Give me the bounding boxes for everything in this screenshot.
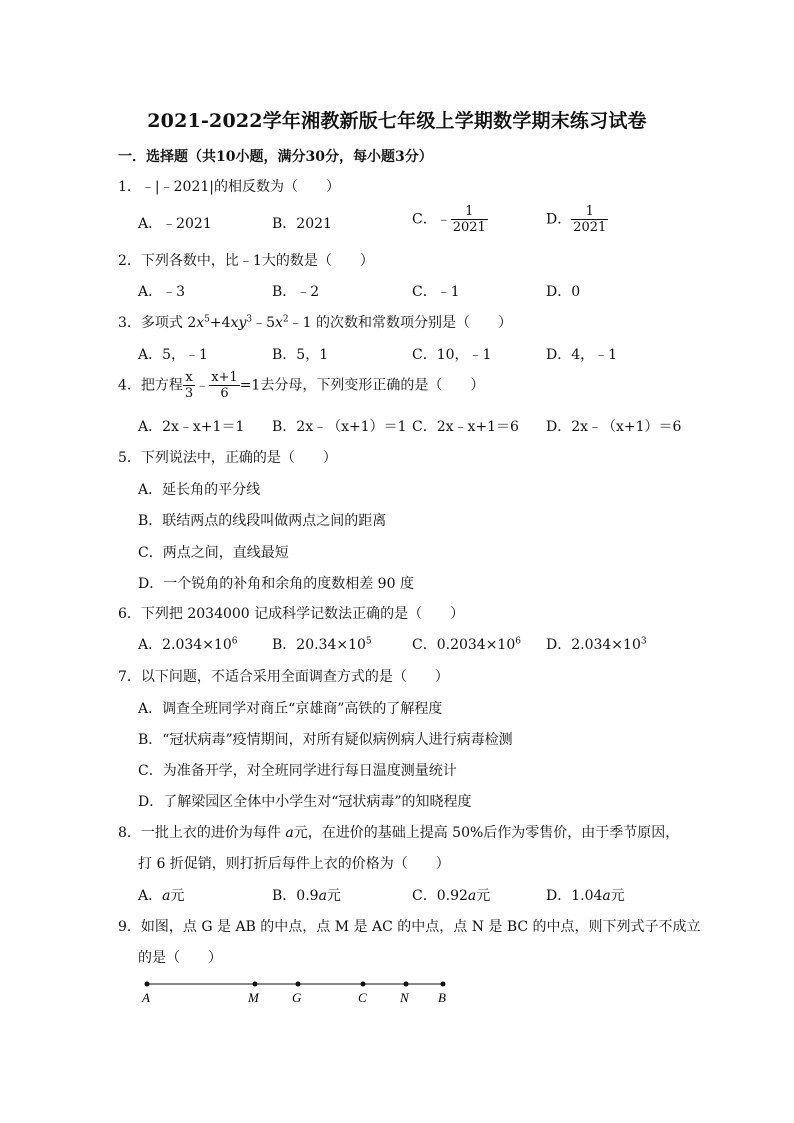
q8-d-var: a [602,888,611,904]
q3-option-c: C．10，﹣1 [412,347,492,363]
q6-option-a [138,634,237,654]
q8-b-var: a [318,888,327,904]
q4-option-c: C．2x﹣x+1＝6 [412,419,519,435]
q5-option-b: B．联结两点的线段叫做两点之间的距离 [138,513,387,529]
q8-c-num: C．0.92 [412,888,468,904]
q1-option-c [412,204,488,235]
section-heading: 一．选择题（共10小题，满分30分，每小题3分） [118,149,433,165]
point-g-label: G [292,990,302,1005]
q2-option-a: A．﹣3 [138,284,186,300]
page-title: 2021-2022学年湘教新版七年级上学期数学期末练习试卷 [147,110,647,132]
question-4 [118,370,484,401]
q6-option-b [272,634,372,654]
question-9: 9．如图，点 G 是 AB 的中点，点 M 是 AC 的中点，点 N 是 BC 的中点，则下列式子不成立 [118,919,701,935]
q1-c-numerator: 1 [451,204,488,220]
point-n-dot [404,982,409,987]
q3-exp-2: 3 [246,314,253,325]
q8-stem-b: 元，在进价的基础上提高 50%后作为零售价，由于季节原因， [293,825,680,841]
q3-option-b: B．5，1 [272,347,329,363]
q3-var-x2: x [275,315,283,331]
q8-a-unit: 元 [170,888,185,904]
q7-option-b: B．“冠状病毒”疫情期间，对所有疑似病例病人进行病毒检测 [138,732,513,748]
question-5: 5．下列说法中，正确的是（ ） [118,450,337,466]
q4-option-d: D．2x﹣（x+1）＝6 [546,419,682,435]
q5-option-a: A．延长角的平分线 [138,482,261,498]
question-7: 7．以下问题，不适合采用全面调查方式的是（ ） [118,669,449,685]
q1-option-c-fraction [451,204,488,235]
q8-option-b [272,885,341,905]
q7-option-c: C．为准备开学，对全班同学进行每日温度测量统计 [138,763,457,779]
q3-stem-b: +4 [209,315,231,331]
point-c-label: C [358,990,367,1005]
question-2: 2．下列各数中，比﹣1大的数是（ ） [118,253,374,269]
q6-c-base: C．0.2034×10 [412,637,516,653]
q4-f1-numerator: x [183,370,195,386]
q8-c-unit: 元 [476,888,491,904]
q8-a-var: a [162,888,171,904]
point-m-label: M [248,990,259,1005]
segment-figure [140,975,460,1015]
q3-exp-3: 2 [282,314,289,325]
q1-option-b: B．2021 [272,216,332,232]
q6-a-base: A．2.034×10 [138,637,232,653]
q1-option-c-prefix: C．﹣ [412,211,451,228]
q3-var-x1: x [196,315,205,331]
point-a-dot [145,982,150,987]
q4-option-b: B．2x﹣（x+1）＝1 [272,419,407,435]
question-8 [118,822,679,842]
q2-option-d: D．0 [546,284,581,300]
q2-option-c: C．﹣1 [412,284,460,300]
q3-stem-c: ﹣5 [252,315,276,331]
question-6: 6．下列把 2034000 记成科学记数法正确的是（ ） [118,606,465,622]
q6-d-base: D．2.034×10 [546,637,641,653]
q8-option-d [546,885,625,905]
q8-d-unit: 元 [610,888,625,904]
q5-option-d: D．一个锐角的补角和余角的度数相差 90 度 [138,576,414,592]
q8-d-num: D．1.04 [546,888,603,904]
q4-f1-denominator: 3 [184,386,194,401]
q6-b-base: B．20.34×10 [272,637,366,653]
q8-c-var: a [467,888,477,904]
q8-option-c [412,885,490,905]
q1-option-d [546,204,608,235]
q6-option-c [412,634,521,654]
q3-var-xy: xy [230,315,247,331]
q1-option-d-prefix: D． [546,211,572,228]
q3-stem-a: 3．多项式 2 [118,315,197,331]
q8-b-num: B．0.9 [272,888,319,904]
q2-option-b: B．﹣2 [272,284,320,300]
q6-c-exponent: 6 [515,636,521,647]
q3-option-d: D．4，﹣1 [546,347,618,363]
point-c-dot [361,982,366,987]
point-a-label: A [142,990,150,1005]
q8-a-num: A． [138,888,163,904]
q7-option-a: A．调查全班同学对商丘“京雄商”高铁的了解程度 [138,701,443,717]
point-b-label: B [438,990,446,1005]
q1-c-denominator: 2021 [452,220,486,235]
q3-stem-d: ﹣1 的次数和常数项分别是（ ） [288,315,513,331]
q4-f2-numerator: x+1 [211,370,238,385]
q1-d-denominator: 2021 [573,220,607,235]
q8-var-a: a [285,825,294,841]
q4-stem-a: 4．把方程 [118,377,183,394]
q6-a-exponent: 6 [231,636,238,647]
question-1: 1．﹣|﹣2021|的相反数为（ ） [118,179,340,195]
q6-option-d [546,634,647,654]
point-g-dot [296,982,301,987]
q1-option-d-fraction [571,204,608,235]
point-n-label: N [400,990,409,1005]
q4-minus: ﹣ [195,377,210,394]
q6-d-exponent: 3 [640,636,647,647]
q3-exp-1: 5 [204,314,210,325]
q1-d-numerator: 1 [571,204,608,220]
question-9-line2: 的是（ ） [138,950,222,966]
point-b-dot [441,982,446,987]
q5-option-c: C．两点之间，直线最短 [138,545,289,561]
q8-option-a [138,885,184,905]
q4-f2-denominator: 6 [220,386,229,401]
q4-stem-b: =1去分母，下列变形正确的是（ ） [239,377,485,394]
q8-b-unit: 元 [326,888,341,904]
q4-fraction-2 [209,370,240,401]
question-3 [118,312,512,332]
question-8-line2: 打 6 折促销，则打折后每件上衣的价格为（ ） [138,856,450,872]
q1-option-a: A．﹣2021 [138,216,212,232]
q4-option-a: A．2x﹣x+1＝1 [138,419,245,435]
q3-option-a: A．5，﹣1 [138,347,208,363]
q4-fraction-1 [183,370,195,401]
q7-option-d: D．了解梁园区全体中小学生对“冠状病毒”的知晓程度 [138,794,472,810]
q8-stem-a: 8．一批上衣的进价为每件 [118,825,286,841]
point-m-dot [253,982,258,987]
q6-b-exponent: 5 [365,636,372,647]
